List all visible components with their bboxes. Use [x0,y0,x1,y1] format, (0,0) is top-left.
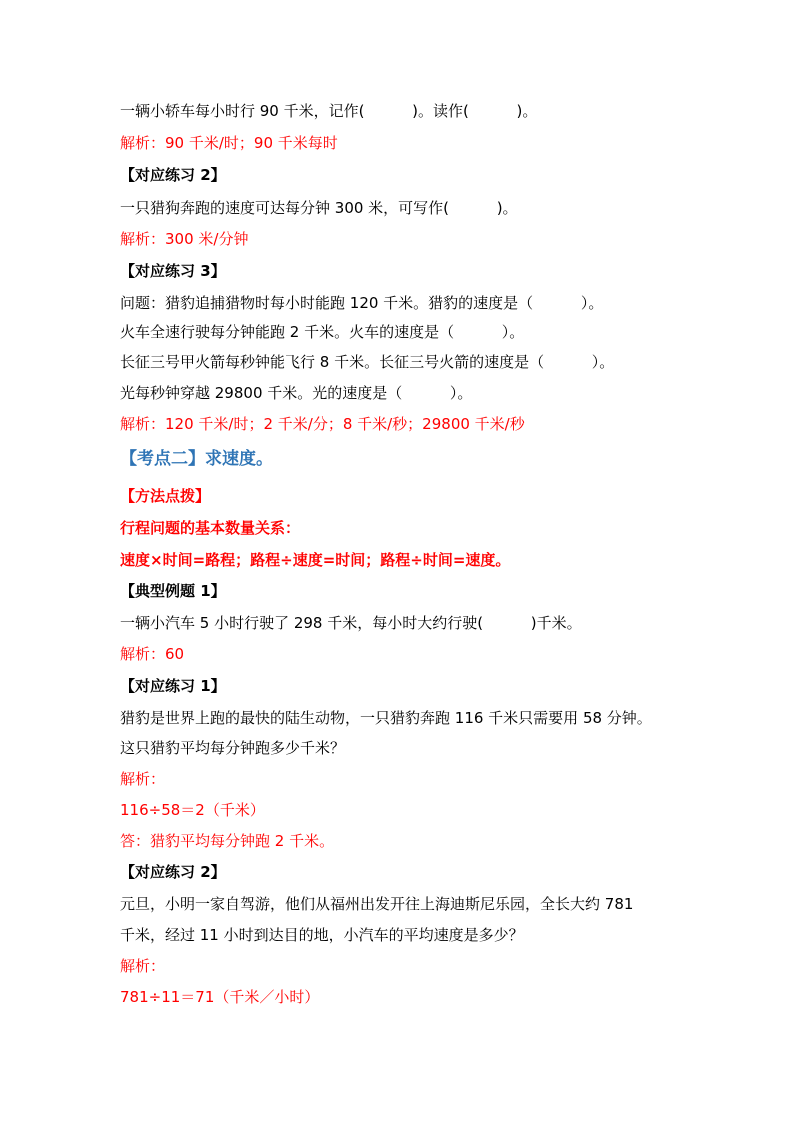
exercise-heading-3: 【对应练习 3】 [120,262,226,280]
answer-hound-speed: 解析：300 米/分钟 [120,230,249,248]
section-title-find-speed: 【考点二】求速度。 [120,449,273,469]
answer-car-hourly-distance: 解析：60 [120,645,185,663]
question-cheetah-speed: 问题：猎豹追捕猎物时每小时能跑 120 千米。猎豹的速度是（ ）。 [120,294,604,312]
answer-label-road-trip: 解析： [120,957,166,975]
question-train-speed: 火车全速行驶每分钟能跑 2 千米。火车的速度是（ ）。 [120,323,525,341]
method-formulas: 速度×时间=路程；路程÷速度=时间；路程÷时间=速度。 [120,551,511,569]
answer-car-speed: 解析：90 千米/时；90 千米每时 [120,134,338,152]
answer-cheetah-equation: 116÷58＝2（千米） [120,801,265,819]
method-heading: 【方法点拨】 [120,487,211,505]
answer-speed-notations: 解析：120 千米/时；2 千米/分；8 千米/秒；29800 千米/秒 [120,415,525,433]
question-cheetah-run-line2: 这只猎豹平均每分钟跑多少千米？ [120,739,346,757]
question-hound-speed: 一只猎狗奔跑的速度可达每分钟 300 米，可写作( )。 [120,199,518,217]
answer-road-trip-equation: 781÷11＝71（千米／小时） [120,988,320,1006]
exercise-heading-2-second: 【对应练习 2】 [120,863,226,881]
question-road-trip-line2: 千米，经过 11 小时到达目的地，小汽车的平均速度是多少？ [120,926,524,944]
question-light-speed: 光每秒钟穿越 29800 千米。光的速度是（ ）。 [120,384,473,402]
question-car-hourly-distance: 一辆小汽车 5 小时行驶了 298 千米，每小时大约行驶( )千米。 [120,614,582,632]
question-cheetah-run-line1: 猎豹是世界上跑的最快的陆生动物，一只猎豹奔跑 116 千米只需要用 58 分钟。 [120,709,652,727]
question-road-trip-line1: 元旦，小明一家自驾游，他们从福州出发开往上海迪斯尼乐园，全长大约 781 [120,895,634,913]
answer-cheetah-conclusion: 答：猎豹平均每分钟跑 2 千米。 [120,832,335,850]
exercise-heading-1: 【对应练习 1】 [120,677,226,695]
answer-label: 解析： [120,770,166,788]
method-relation-title: 行程问题的基本数量关系： [120,519,301,537]
question-rocket-speed: 长征三号甲火箭每秒钟能飞行 8 千米。长征三号火箭的速度是（ ）。 [120,353,615,371]
exercise-heading-2: 【对应练习 2】 [120,166,226,184]
example-heading-1: 【典型例题 1】 [120,582,226,600]
question-car-speed-notation: 一辆小轿车每小时行 90 千米，记作( )。读作( )。 [120,102,538,120]
